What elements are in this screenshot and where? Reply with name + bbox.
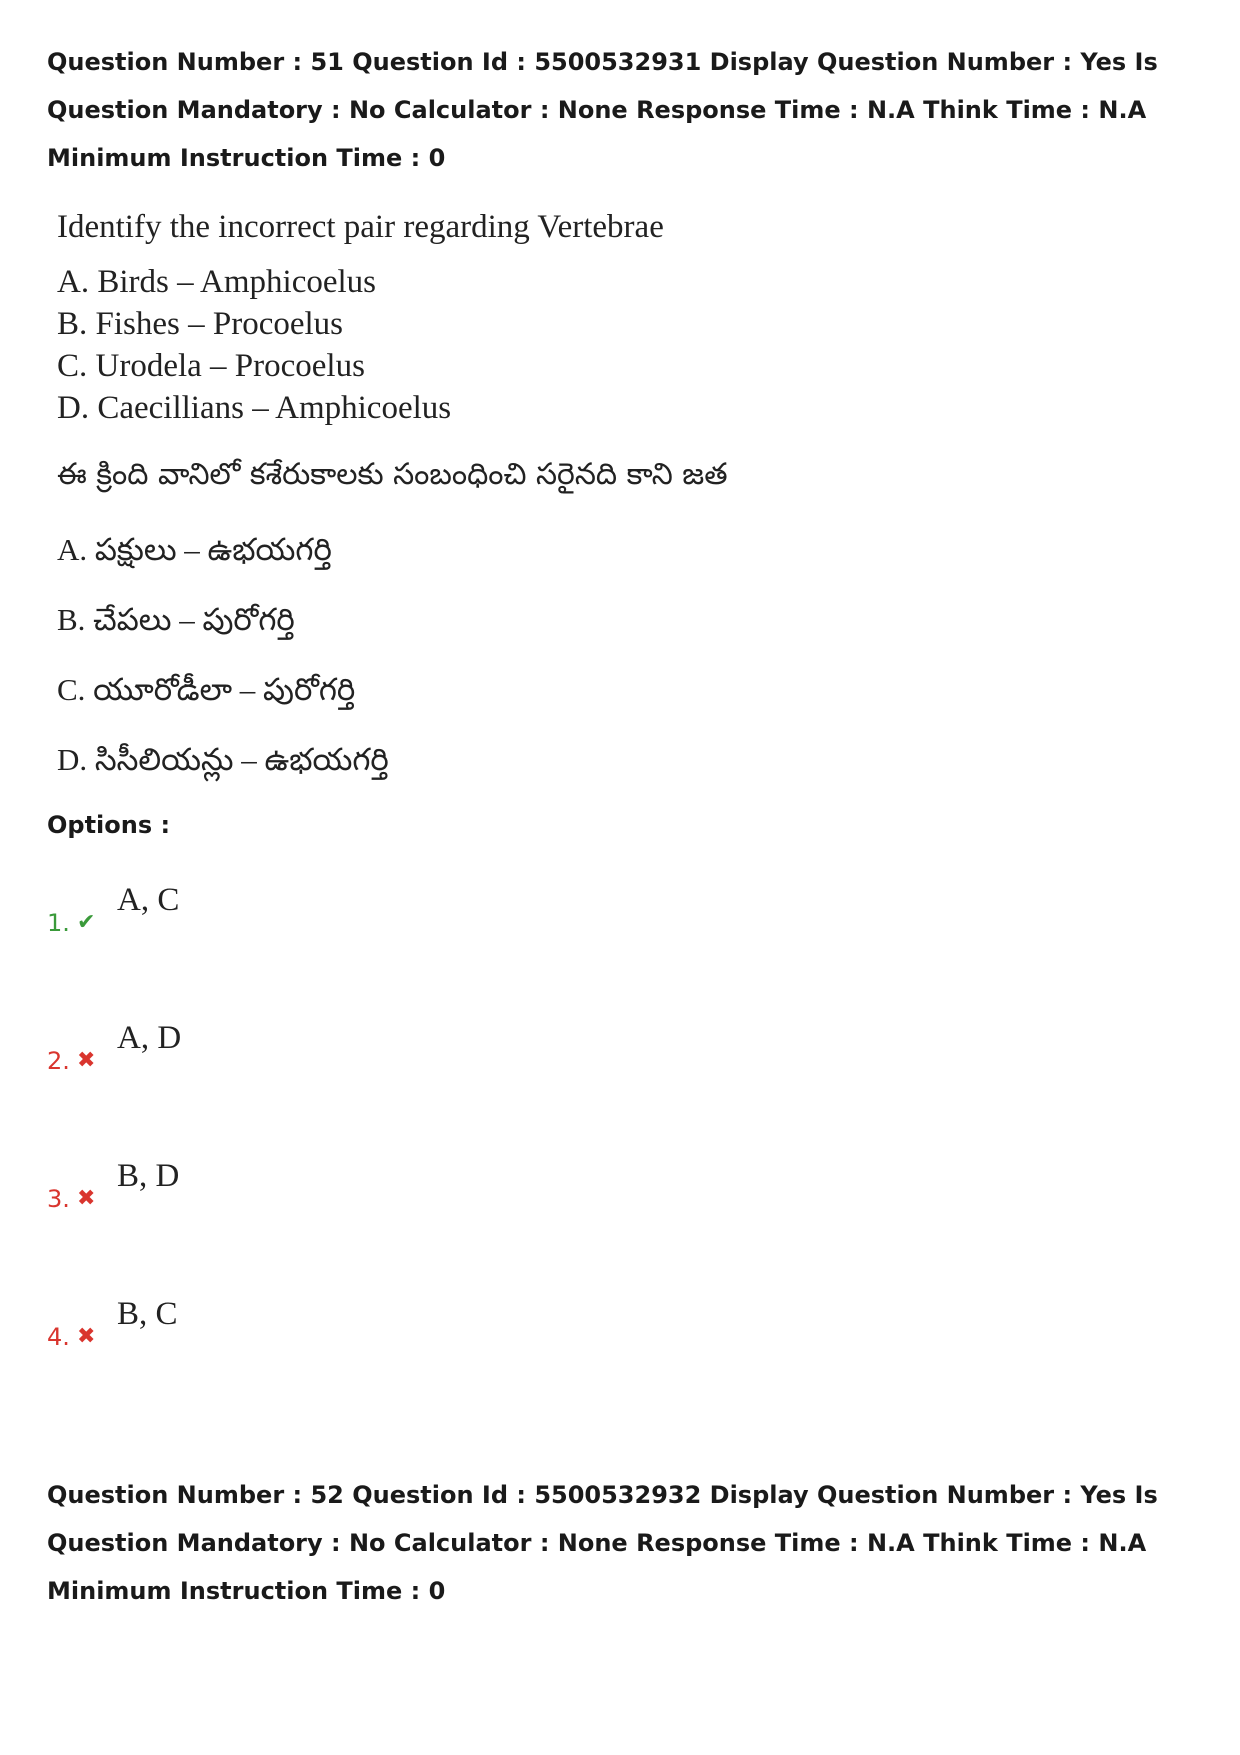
english-item-a: A. Birds – Amphicoelus	[57, 264, 376, 300]
cross-icon: ✖	[77, 1324, 96, 1349]
option-text: A, C	[117, 882, 180, 918]
option-1	[47, 880, 547, 940]
english-item-b: B. Fishes – Procoelus	[57, 306, 344, 342]
option-text: B, D	[117, 1158, 180, 1194]
option-number: 3.	[47, 1185, 70, 1213]
check-icon: ✔	[77, 910, 96, 935]
cross-icon: ✖	[77, 1048, 96, 1073]
telugu-item-d: D. సిసీలియన్లు – ఉభయగర్తి	[57, 742, 389, 777]
telugu-item-b: B. చేపలు – పురోగర్తి	[57, 602, 295, 637]
question-telugu-title: ఈ క్రింది వానిలో కశేరుకాలకు సంబంధించి సరైనది కాని జత	[57, 457, 728, 492]
question-51-meta: Question Number : 51 Question Id : 5500532931 Display Question Number : Yes Is Question Mandatory : No Calculator : None Response Time : N.A Think Time : N.A Minimum Instruction Time : 0	[47, 48, 1158, 172]
option-number: 1.	[47, 909, 70, 937]
telugu-item-a: A. పక్షులు – ఉభయగర్తి	[57, 532, 332, 567]
question-52-meta: Question Number : 52 Question Id : 5500532932 Display Question Number : Yes Is Question Mandatory : No Calculator : None Response Time : N.A Think Time : N.A Minimum Instruction Time : 0	[47, 1481, 1158, 1605]
option-4	[47, 1294, 547, 1354]
options-label: Options :	[47, 811, 171, 839]
question-english-title: Identify the incorrect pair regarding Vertebrae	[57, 209, 664, 245]
option-text: A, D	[117, 1020, 182, 1056]
option-3	[47, 1156, 547, 1216]
option-number: 4.	[47, 1323, 70, 1351]
option-text: B, C	[117, 1296, 178, 1332]
cross-icon: ✖	[77, 1186, 96, 1211]
option-number: 2.	[47, 1047, 70, 1075]
english-item-d: D. Caecillians – Amphicoelus	[57, 390, 452, 426]
telugu-item-c: C. యూరోడీలా – పురోగర్తి	[57, 672, 356, 707]
option-2	[47, 1018, 547, 1078]
question-51-body	[57, 205, 728, 795]
english-item-c: C. Urodela – Procoelus	[57, 348, 365, 384]
